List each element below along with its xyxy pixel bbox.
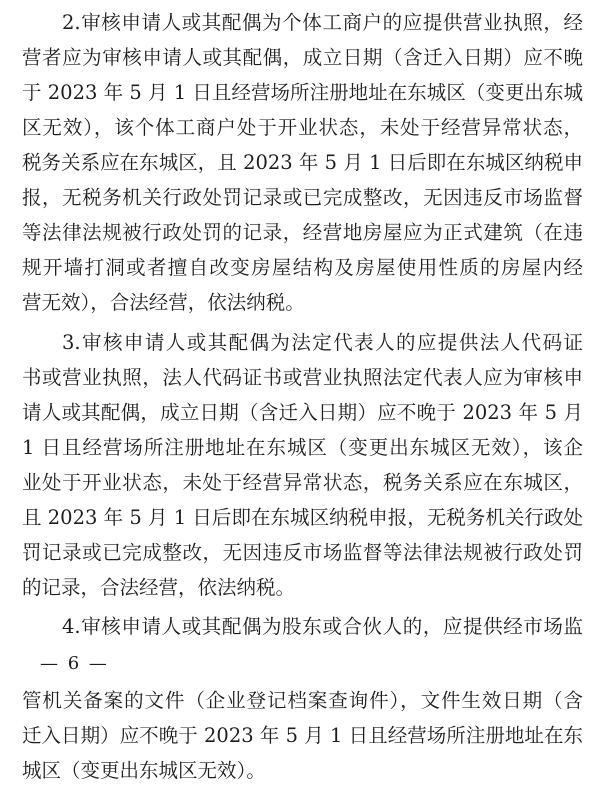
paragraph-line: 营无效），合法经营，依法纳税。 [22, 291, 305, 314]
paragraph-line: 税务关系应在东城区，且 2023 年 5 月 1 日后即在东城区纳税申 [22, 151, 583, 174]
paragraph-line: 管机关备案的文件（企业登记档案查询件），文件生效日期（含 [22, 689, 583, 712]
paragraph-line: 区无效），该个体工商户处于开业状态，未处于经营异常状态， [22, 116, 583, 139]
paragraph-line: 迁入日期）应不晚于 2023 年 5 月 1 日且经营场所注册地址在东 [22, 724, 583, 747]
paragraph-line: 规开墙打洞或者擅自改变房屋结构及房屋使用性质的房屋内经 [22, 256, 583, 279]
paragraph-line: 请人或其配偶，成立日期（含迁入日期）应不晚于 2023 年 5 月 [22, 401, 583, 424]
paragraph-line: 等法律法规被行政处罚的记录，经营地房屋应为正式建筑（在违 [22, 221, 583, 244]
paragraph-line: 城区（变更出东城区无效）。 [22, 759, 266, 782]
paragraph-line: 报，无税务机关行政处罚记录或已完成整改，无因违反市场监督 [22, 186, 583, 209]
paragraph-line: 于 2023 年 5 月 1 日且经营场所注册地址在东城区（变更出东城 [22, 81, 583, 104]
paragraph-2-individual-business [22, 5, 583, 320]
paragraph-line: 且 2023 年 5 月 1 日后即在东城区纳税申报，无税务机关行政处 [22, 506, 583, 529]
paragraph-line: 罚记录或已完成整改，无因违反市场监督等法律法规被行政处罚 [22, 541, 583, 564]
paragraph-line: 1 日且经营场所注册地址在东城区（变更出东城区无效），该企 [22, 436, 583, 459]
paragraph-line: 书或营业执照，法人代码证书或营业执照法定代表人应为审核申 [22, 366, 583, 389]
paragraph-line: 营者应为审核申请人或其配偶，成立日期（含迁入日期）应不晚 [22, 46, 583, 69]
paragraph-4-shareholder-start [22, 609, 583, 644]
paragraph-line: 4.审核申请人或其配偶为股东或合伙人的，应提供经市场监 [62, 615, 583, 638]
paragraph-line: 业处于开业状态，未处于经营异常状态，税务关系应在东城区， [22, 471, 583, 494]
page-number: — 6 — [40, 653, 109, 674]
paragraph-line: 3.审核申请人或其配偶为法定代表人的应提供法人代码证 [62, 331, 583, 354]
paragraph-3-legal-representative [22, 325, 583, 605]
paragraph-4-shareholder-continued [22, 683, 583, 788]
paragraph-line: 2.审核申请人或其配偶为个体工商户的应提供营业执照，经 [62, 11, 583, 34]
paragraph-line: 的记录，合法经营，依法纳税。 [22, 576, 296, 599]
